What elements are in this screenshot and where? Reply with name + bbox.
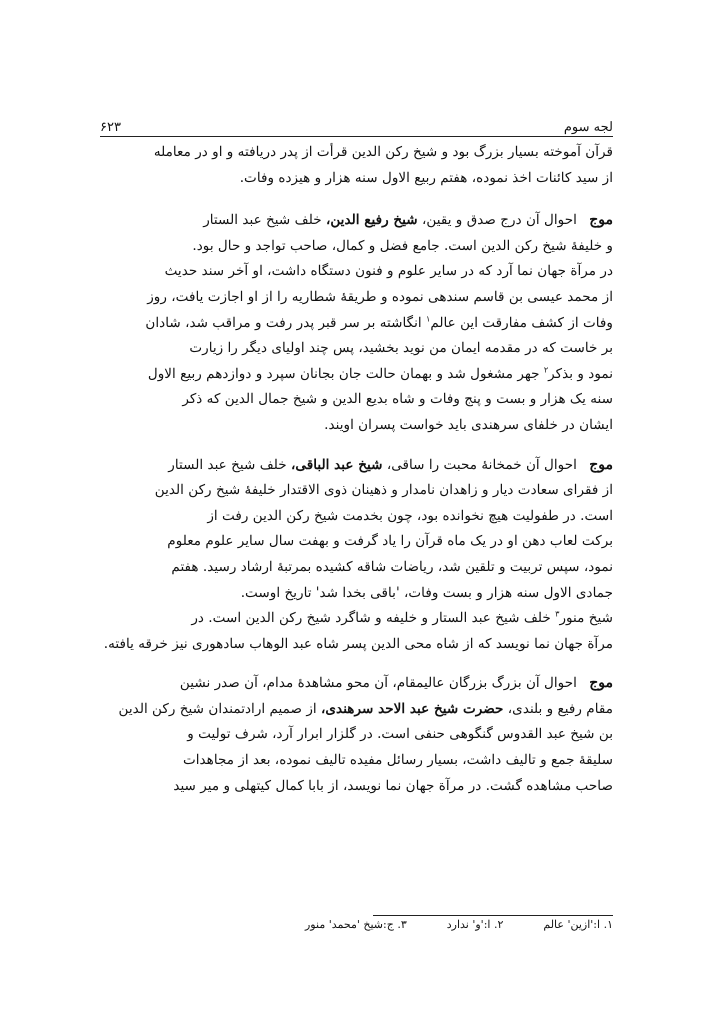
footnotes xyxy=(100,918,613,931)
text-line: از صمیم ارادتمندان شیخ رکن الدین xyxy=(118,700,317,717)
footnote-marker: ۲ xyxy=(543,365,549,375)
text-line: سنه یک هزار و بست و پنج وفات و شاه بدیع الدین و شیخ جمال الدین که ذکر xyxy=(182,391,613,408)
text-line: خلف شیخ عبد الستار xyxy=(168,456,287,473)
text-line: از سید کائنات اخذ نموده، هفتم ربیع الاول سنه هزار و هیزده وفات. xyxy=(239,169,613,186)
text-line: بر خاست که در مقدمه ایمان من نوید بخشید، پس چند اولیای دیگر را زیارت xyxy=(189,340,613,357)
page-header xyxy=(100,113,613,135)
text-line: مرآة جهان نما نویسد که از شاه محی الدین پسر شاه عبد الوهاب سادهوری نیز خرقه یافته. xyxy=(103,635,613,652)
person-name: شیخ عبد الباقی، xyxy=(291,456,383,473)
paragraph-1 xyxy=(100,140,613,191)
text-line: نمود و بذکر xyxy=(548,365,613,382)
footnote-separator xyxy=(373,915,613,916)
text-line: سلیقهٔ جمع و تالیف داشت، بسیار رسائل مفیده تالیف نموده، بعد از مجاهدات xyxy=(182,752,613,769)
text-line: بن شیخ عبد القدوس گنگوهی حنفی است. در گلزار ابرار آرد، شرف تولیت و xyxy=(187,726,613,743)
text-line: انگاشته بر سر قبر پدر رفت و مراقب شد، شادان xyxy=(145,314,422,331)
header-rule xyxy=(100,136,613,137)
text-line: در مرآة جهان نما آرد که در سایر علوم و فنون دستگاه داشت، او آخر سند حدیث xyxy=(164,263,613,280)
footnote-1: ۱. ا:'ازین' عالم xyxy=(543,918,613,931)
paragraph-4 xyxy=(100,671,613,799)
paragraph-2 xyxy=(100,208,613,438)
footnote-marker: ۱ xyxy=(426,314,431,324)
text-line: احوال آن خمخانهٔ محبت را ساقی، xyxy=(386,456,577,473)
text-line: از فقرای سعادت دیار و زاهدان نامدار و ذهینان ذوی الاقتدار خلیفهٔ شیخ رکن الدین xyxy=(154,482,613,499)
paragraph-3 xyxy=(100,453,613,658)
text-line: خلف شیخ عبد الستار xyxy=(203,212,322,229)
text-line: صاحب مشاهده گشت. در مرآة جهان نما نویسد، از بابا کمال کیتهلی و میر سید xyxy=(173,777,613,794)
text-line: و خلیفهٔ شیخ رکن الدین است. جامع فضل و کمال، صاحب تواجد و حال بود. xyxy=(192,237,613,254)
footnote-2: ۲. ا:'و' ندارد xyxy=(446,918,504,931)
person-name: حضرت شیخ عبد الاحد سرهندی، xyxy=(321,700,504,717)
text-line: است. در طفولیت هیچ نخوانده بود، چون بخدمت شیخ رکن الدین رفت از xyxy=(207,507,613,524)
text-line: شیخ منور xyxy=(559,610,613,627)
page-number: ۶۲۳ xyxy=(100,120,121,135)
text-line: جمادی الاول سنه هزار و بست وفات، 'باقی بخدا شد' تاریخ اوست. xyxy=(240,584,613,601)
chapter-title: لجه سوم xyxy=(563,120,613,135)
footnote-3: ۳. ج:شیخ 'محمد' منور xyxy=(305,918,407,931)
footnote-marker: ۳ xyxy=(555,609,560,619)
text-line: احوال آن درج صدق و یقین، xyxy=(421,212,577,229)
text-line: از محمد عیسی بن قاسم سندهی نموده و طریقهٔ شطاریه را از او اجازت یافت، روز xyxy=(147,288,613,305)
section-keyword: موج xyxy=(589,212,613,229)
person-name: شیخ رفیع الدین، xyxy=(325,212,418,229)
text-line: نمود، سپس تربیت و تلقین شد، ریاضات شاقه کشیده بمرتبهٔ ارشاد رسید. هفتم xyxy=(171,558,613,575)
text-line: قرآن آموخته بسیار بزرگ بود و شیخ رکن الدین قرأت از پدر دریافته و او در معامله xyxy=(153,144,613,160)
text-line: احوال آن بزرگ بزرگان عالیمقام، آن محو مشاهدهٔ مدام، آن صدر نشین xyxy=(179,675,577,692)
text-line: خلف شیخ عبد الستار و خلیفه و شاگرد شیخ رکن الدین است. در xyxy=(191,610,551,627)
section-keyword: موج xyxy=(589,456,613,473)
section-keyword: موج xyxy=(589,675,613,692)
text-line: وفات از کشف مفارقت این عالم xyxy=(430,314,613,331)
text-line: برکت لعاب دهن او در یک ماه قرآن را یاد گرفت و بهفت سال سایر علوم معلوم xyxy=(167,533,613,550)
body-text xyxy=(100,140,613,799)
text-line: جهر مشغول شد و بهمان حالت جان بجانان سپرد و دوازدهم ربیع الاول xyxy=(147,365,540,382)
text-line: ایشان در خلفای سرهندی باید خواست پسران اویند. xyxy=(324,416,613,433)
text-line: مقام رفیع و بلندی، xyxy=(507,700,613,717)
